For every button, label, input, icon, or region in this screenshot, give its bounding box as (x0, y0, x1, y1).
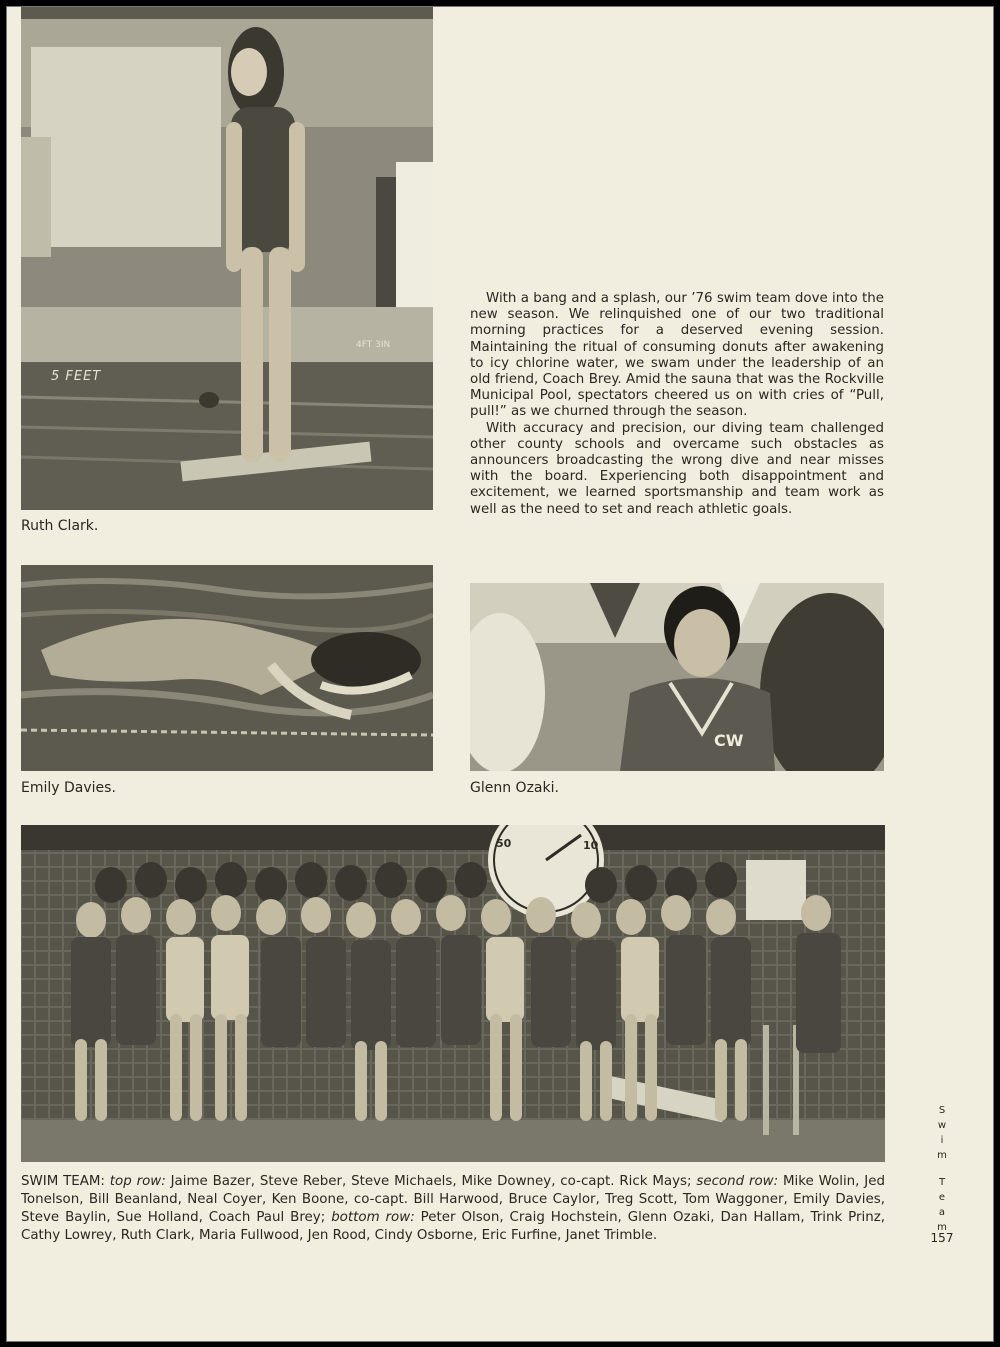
pool-depth-sign: 5 FEET (51, 369, 102, 384)
side-title-letter: a (938, 1207, 946, 1218)
bottom-row-label: bottom row: (331, 1210, 415, 1225)
page-number: 157 (930, 1231, 954, 1245)
second-row-names: Mike Wolin, Jed Tonelson, Bill Beanland, Neal Coyer, Ken Boone, co-capt. Bill Harwood, Bruce Caylor, Treg Scott, Tom Waggoner, Emily Davies, Steve Baylin, Sue Holland, Coach Paul Brey; (21, 1174, 885, 1225)
second-row-label: second row: (696, 1174, 779, 1189)
pool-depth-sign-2: 4FT 3IN (356, 340, 391, 350)
clock-number: 50 (496, 837, 512, 850)
top-row-label: top row: (109, 1174, 166, 1189)
diver-caption: Ruth Clark. (21, 518, 99, 534)
bottom-row-names: Peter Olson, Craig Hochstein, Glenn Ozaki, Dan Hallam, Trink Prinz, Cathy Lowrey, Ruth Clark, Maria Fullwood, Jen Rood, Cindy Osborne, Eric Furfine, Janet Trimble. (21, 1210, 886, 1243)
team-photo (21, 825, 885, 1162)
portrait-photo (470, 583, 884, 771)
swimmer-caption: Emily Davies. (21, 780, 116, 796)
article-body (470, 291, 884, 518)
side-title-letter: m (937, 1222, 947, 1233)
team-caption-lead: SWIM TEAM: (21, 1174, 105, 1189)
side-title-letter: w (937, 1120, 947, 1131)
article-paragraph: With accuracy and precision, our diving team challenged other county schools and overcame such obstacles as announcers broadcasting the wrong dive and near misses with the board. Experiencing both disappointment and excitement, we learned sportsmanship and team work as well as the need to set and reach athletic goals. (470, 420, 884, 517)
section-title-vertical (932, 1103, 952, 1235)
side-title-letter: i (940, 1135, 944, 1146)
article-paragraph: With a bang and a splash, our ’76 swim team dove into the new season. We relinquished one of our two traditional morning practices for a deserved evening session. Maintaining the ritual of consuming donuts after awakening to icy chlorine water, we swam under the leadership of an old friend, Coach Brey. Amid the sauna that was the Rockville Municipal Pool, spectators cheered us on with cries of “Pull, pull!” as we churned through the season. (470, 291, 884, 420)
yearbook-page (6, 6, 994, 1342)
top-row-names: Jaime Bazer, Steve Reber, Steve Michaels, Mike Downey, co-capt. Rick Mays; (170, 1174, 692, 1189)
side-title-letter: e (938, 1192, 946, 1203)
clock-number: 10 (583, 839, 599, 852)
side-title-letter: S (938, 1105, 946, 1116)
side-title-letter: m (937, 1150, 947, 1161)
portrait-caption: Glenn Ozaki. (470, 780, 559, 796)
team-caption (21, 1173, 885, 1245)
side-title-letter: T (938, 1177, 946, 1188)
jacket-letters: CW (714, 731, 744, 750)
swimmer-photo (21, 565, 433, 771)
diver-photo (21, 7, 433, 510)
